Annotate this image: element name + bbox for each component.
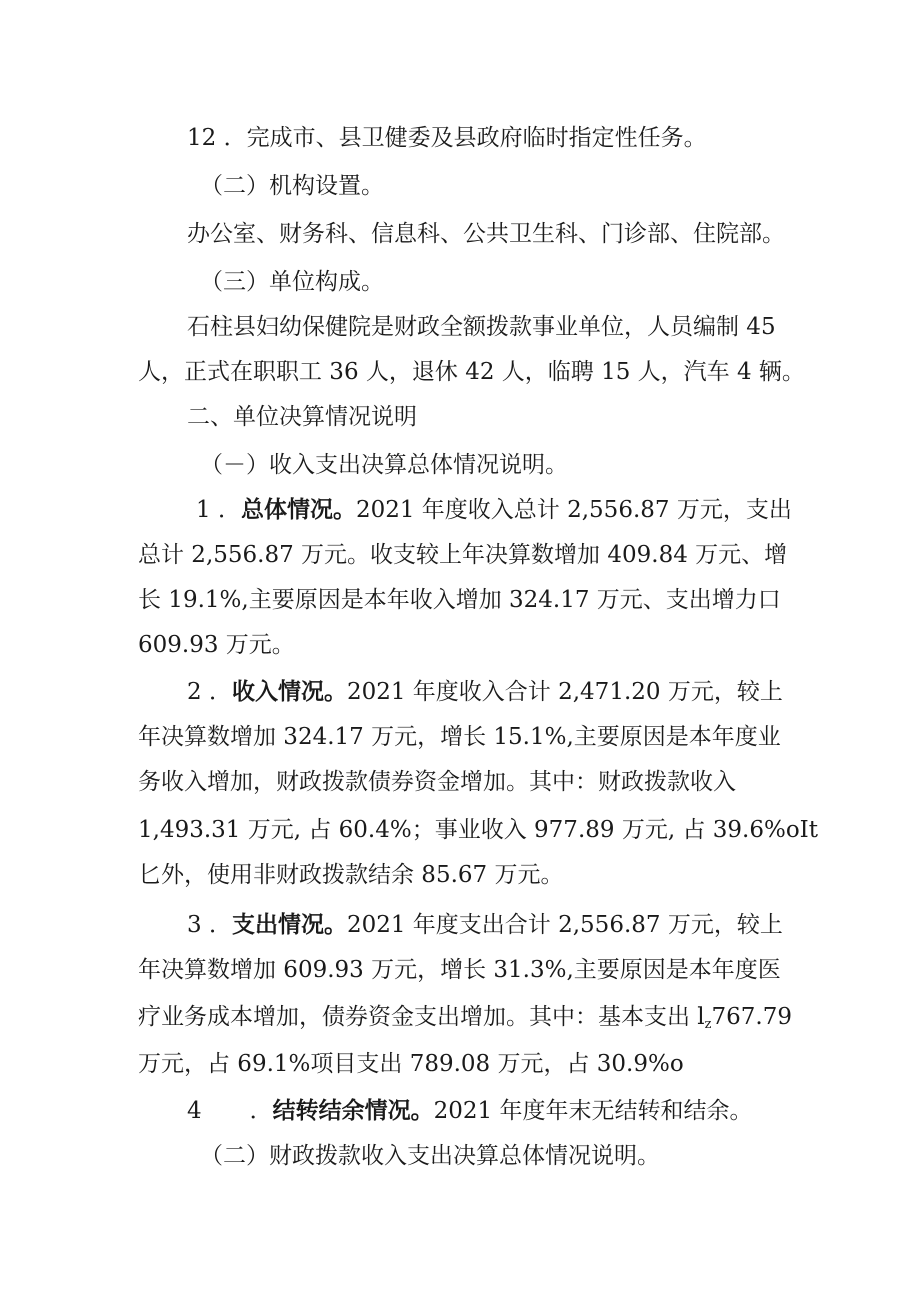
paragraph-line: 办公室、财务科、信息科、公共卫生科、门诊部、住院部。: [187, 221, 785, 247]
item-text: 2021 年度收入合计 2,471.20 万元，较上: [346, 679, 783, 705]
line-text-end: 767.79: [711, 1004, 793, 1030]
paragraph-line: 12 ．完成市、县卫健委及县政府临时指定性任务。: [187, 125, 707, 151]
item-heading: 总体情况。: [240, 496, 356, 523]
paragraph-line: 石柱县妇幼保健院是财政全额拨款事业单位，人员编制 45: [187, 314, 776, 340]
item-number: 3 ．: [187, 912, 232, 938]
paragraph-line: 匕外，使用非财政拨款结余 85.67 万元。: [138, 862, 564, 888]
paragraph-line: 年决算数增加 324.17 万元，增长 15.1%,主要原因是本年度业: [138, 724, 781, 750]
section-heading: （二）机构设置。: [200, 173, 384, 199]
item-text: 2021 年度收入总计 2,556.87 万元，支出: [355, 497, 792, 523]
paragraph-line: 609.93 万元。: [138, 632, 295, 658]
subscript-char: z: [704, 1017, 712, 1032]
paragraph-line: [187, 677, 783, 707]
item-text: 2021 年度支出合计 2,556.87 万元，较上: [346, 912, 783, 938]
item-text: 2021 年度年末无结转和结余。: [433, 1098, 753, 1124]
paragraph-line: 长 19.1%,主要原因是本年收入增加 324.17 万元、支出增力口: [138, 587, 781, 613]
item-dot: ．: [249, 1098, 273, 1124]
paragraph-line: 年决算数增加 609.93 万元，增长 31.3%,主要原因是本年度医: [138, 957, 781, 983]
item-number: 1 ．: [196, 497, 241, 523]
paragraph-line: 1,493.31 万元, 占 60.4%；事业收入 977.89 万元, 占 39.6%oIt: [138, 817, 819, 843]
paragraph-line: [138, 1002, 792, 1040]
section-heading: （二）财政拨款收入支出决算总体情况说明。: [200, 1143, 660, 1169]
paragraph-line: [196, 495, 792, 525]
section-heading: （三）单位构成。: [200, 269, 384, 295]
section-heading: 二、单位决算情况说明: [187, 404, 417, 430]
item-heading: 支出情况。: [231, 911, 347, 938]
section-heading: （－）收入支出决算总体情况说明。: [200, 452, 568, 478]
item-heading: 结转结余情况。: [272, 1097, 434, 1124]
paragraph-line: 人，正式在职职工 36 人，退休 42 人，临聘 15 人，汽车 4 辆。: [138, 359, 805, 385]
paragraph-line: 务收入增加，财政拨款债券资金增加。其中：财政拨款收入: [138, 769, 736, 795]
line-text: 疗业务成本增加，债券资金支出增加。其中：基本支出 l: [138, 1004, 705, 1030]
item-number: 2 ．: [187, 679, 232, 705]
paragraph-line: 总计 2,556.87 万元。收支较上年决算数增加 409.84 万元、增: [138, 542, 788, 568]
item-heading: 收入情况。: [231, 678, 347, 705]
paragraph-line: [187, 910, 783, 940]
paragraph-line: [187, 1096, 753, 1126]
item-number: 4: [187, 1098, 202, 1124]
paragraph-line: 万元，占 69.1%项目支出 789.08 万元，占 30.9%o: [138, 1051, 684, 1077]
